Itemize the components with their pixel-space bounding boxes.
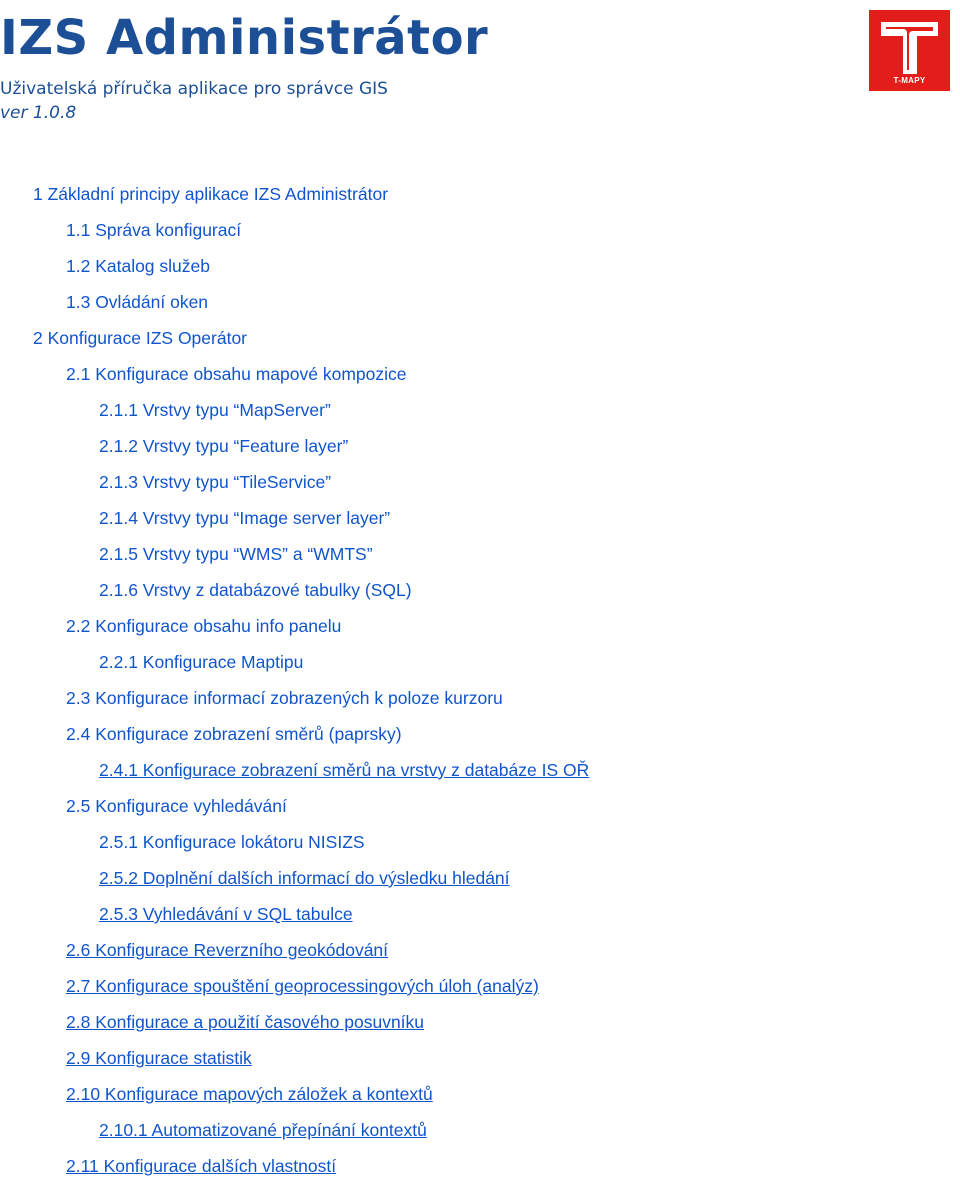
toc-entry xyxy=(0,824,960,860)
toc-entry xyxy=(0,176,960,212)
toc-link[interactable]: 2.10.1 Automatizované přepínání kontextů xyxy=(99,1120,427,1140)
toc-link[interactable]: 2.5.3 Vyhledávání v SQL tabulce xyxy=(99,904,353,924)
toc-entry xyxy=(0,1040,960,1076)
toc-link[interactable]: 2.2 Konfigurace obsahu info panelu xyxy=(66,616,342,636)
toc-entry xyxy=(0,1148,960,1184)
toc-link[interactable]: 2.5 Konfigurace vyhledávání xyxy=(66,796,287,816)
toc-link[interactable]: 2.4.1 Konfigurace zobrazení směrů na vrstvy z databáze IS OŘ xyxy=(99,760,590,780)
t-mapy-logo xyxy=(869,10,950,91)
toc-entry xyxy=(0,284,960,320)
toc-entry xyxy=(0,644,960,680)
toc-link[interactable]: 1.3 Ovládání oken xyxy=(66,292,209,312)
toc-link[interactable]: 2.10 Konfigurace mapových záložek a kontextů xyxy=(66,1084,433,1104)
toc-entry xyxy=(0,1004,960,1040)
toc-entry xyxy=(0,392,960,428)
document-header xyxy=(0,0,960,140)
toc-entry xyxy=(0,1112,960,1148)
toc-entry xyxy=(0,608,960,644)
toc-entry xyxy=(0,500,960,536)
toc-link[interactable]: 2.5.1 Konfigurace lokátoru NISIZS xyxy=(99,832,365,852)
toc-entry xyxy=(0,572,960,608)
toc-entry xyxy=(0,536,960,572)
toc-link[interactable]: 2.1.1 Vrstvy typu “MapServer” xyxy=(99,400,331,420)
toc-entry xyxy=(0,968,960,1004)
toc-link[interactable]: 1.1 Správa konfigurací xyxy=(66,220,242,240)
toc-link[interactable]: 2.1.4 Vrstvy typu “Image server layer” xyxy=(99,508,391,528)
toc-entry xyxy=(0,320,960,356)
toc-link[interactable]: 2.5.2 Doplnění dalších informací do výsledku hledání xyxy=(99,868,510,888)
toc-link[interactable]: 2.3 Konfigurace informací zobrazených k poloze kurzoru xyxy=(66,688,503,708)
toc-link[interactable]: 2.8 Konfigurace a použití časového posuvníku xyxy=(66,1012,425,1032)
toc-link[interactable]: 2.1.2 Vrstvy typu “Feature layer” xyxy=(99,436,349,456)
toc-entry xyxy=(0,680,960,716)
toc-link[interactable]: 2.6 Konfigurace Reverzního geokódování xyxy=(66,940,389,960)
toc-entry xyxy=(0,716,960,752)
logo-text: T-MAPY xyxy=(893,76,926,85)
toc-entry xyxy=(0,356,960,392)
document-subtitle: Uživatelská příručka aplikace pro správce GIS xyxy=(0,79,388,99)
toc-link[interactable]: 1.2 Katalog služeb xyxy=(66,256,210,276)
toc-link[interactable]: 2 Konfigurace IZS Operátor xyxy=(33,328,247,348)
toc-link[interactable]: 2.1.6 Vrstvy z databázové tabulky (SQL) xyxy=(99,580,412,600)
table-of-contents xyxy=(0,176,960,1184)
toc-entry xyxy=(0,464,960,500)
toc-entry xyxy=(0,1076,960,1112)
toc-link[interactable]: 2.1.5 Vrstvy typu “WMS” a “WMTS” xyxy=(99,544,373,564)
document-title: IZS Administrátor xyxy=(0,10,489,66)
toc-entry xyxy=(0,752,960,788)
toc-entry xyxy=(0,248,960,284)
toc-entry xyxy=(0,428,960,464)
toc-link[interactable]: 2.7 Konfigurace spouštění geoprocessingových úloh (analýz) xyxy=(66,976,539,996)
toc-link[interactable]: 2.11 Konfigurace dalších vlastností xyxy=(66,1156,337,1176)
document-version: ver 1.0.8 xyxy=(0,103,77,123)
toc-link[interactable]: 2.9 Konfigurace statistik xyxy=(66,1048,252,1068)
toc-link[interactable]: 1 Základní principy aplikace IZS Administrátor xyxy=(33,184,389,204)
toc-entry xyxy=(0,932,960,968)
toc-entry xyxy=(0,860,960,896)
toc-link[interactable]: 2.4 Konfigurace zobrazení směrů (paprsky) xyxy=(66,724,402,744)
toc-entry xyxy=(0,212,960,248)
toc-link[interactable]: 2.1.3 Vrstvy typu “TileService” xyxy=(99,472,332,492)
toc-link[interactable]: 2.2.1 Konfigurace Maptipu xyxy=(99,652,304,672)
toc-entry xyxy=(0,788,960,824)
toc-entry xyxy=(0,896,960,932)
toc-link[interactable]: 2.1 Konfigurace obsahu mapové kompozice xyxy=(66,364,407,384)
